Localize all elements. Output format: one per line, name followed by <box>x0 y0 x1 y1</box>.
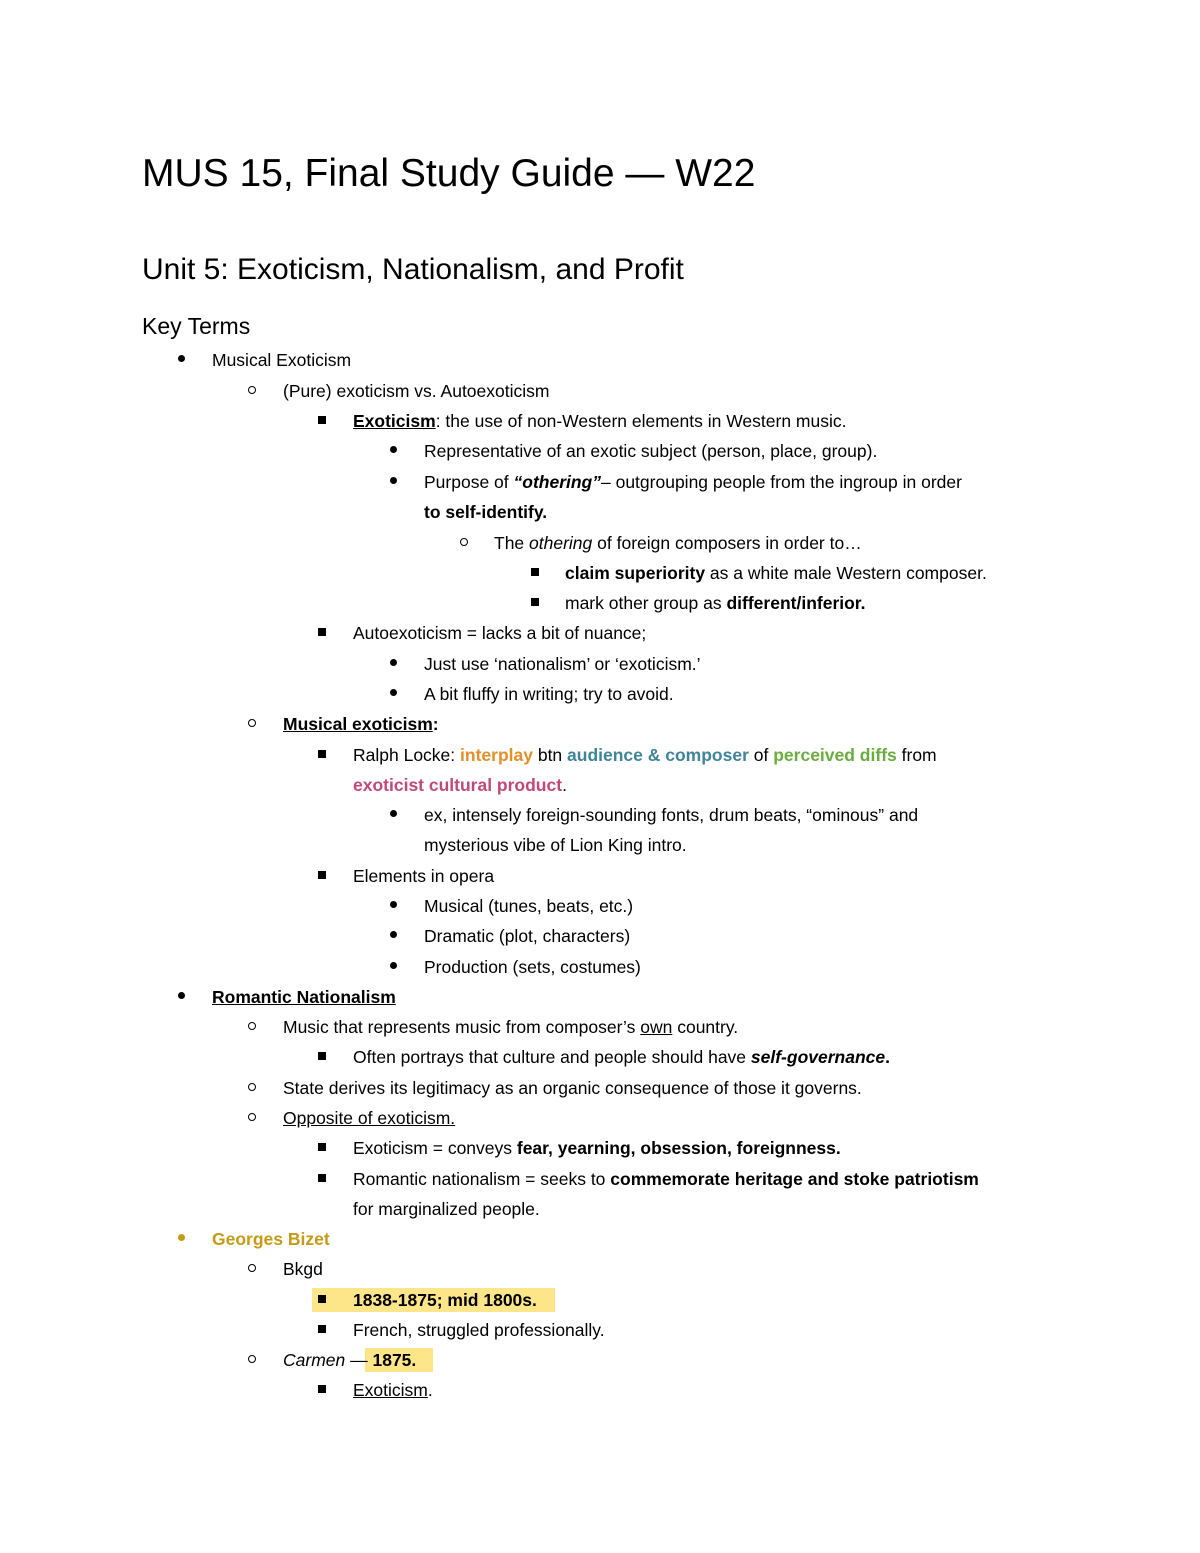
list-item: State derives its legitimacy as an organic consequence of those it governs. <box>283 1078 862 1098</box>
list-item: Musical Exoticism <box>212 350 352 370</box>
text-run: fear, yearning, obsession, foreignness <box>516 1138 836 1158</box>
bullet-disc-icon <box>390 436 397 466</box>
term-musical-exoticism: Musical exoticism <box>283 714 433 734</box>
list-item-continuation <box>353 770 567 800</box>
text-run: exoticist cultural product <box>353 775 563 795</box>
bullet-disc-icon <box>178 345 185 375</box>
list-item: Georges Bizet <box>212 1229 330 1249</box>
list-item <box>353 1133 841 1163</box>
text-run: claim superiority <box>565 563 706 583</box>
text-run: 1875. <box>372 1350 417 1370</box>
text-run: btn <box>532 745 568 765</box>
text-run: from <box>896 745 937 765</box>
bullet-square-icon <box>318 406 326 436</box>
bullet-square-icon <box>318 1375 326 1405</box>
text-run: The <box>494 533 530 553</box>
bullet-circle-icon <box>248 1345 256 1375</box>
list-item: Production (sets, costumes) <box>424 957 641 977</box>
text-run: . <box>562 775 567 795</box>
text-run: Purpose of <box>424 472 514 492</box>
bullet-circle-icon <box>460 528 468 558</box>
list-item <box>565 558 987 588</box>
list-item: Autoexoticism = lacks a bit of nuance; <box>353 623 647 643</box>
text-run: country. <box>672 1017 739 1037</box>
list-item <box>494 528 862 558</box>
text-run: — <box>345 1350 373 1370</box>
bullet-square-icon <box>318 1133 326 1163</box>
term-othering: “othering” <box>513 472 601 492</box>
bullet-circle-icon <box>248 1012 256 1042</box>
text-run: Exoticism <box>353 1380 428 1400</box>
list-item-continuation: mysterious vibe of Lion King intro. <box>424 835 687 855</box>
text-run: commemorate heritage and stoke patriotism <box>610 1169 979 1189</box>
list-item <box>283 709 439 739</box>
text-run: . <box>427 1380 433 1400</box>
text-run: interplay <box>460 745 533 765</box>
list-item: Musical (tunes, beats, etc.) <box>424 896 634 916</box>
list-item: Dramatic (plot, characters) <box>424 926 631 946</box>
list-item-continuation: to self-identify. <box>424 502 548 522</box>
list-item: French, struggled professionally. <box>353 1320 605 1340</box>
text-run: Often portrays that culture and people should have <box>353 1047 751 1067</box>
text-run: . <box>835 1138 841 1158</box>
text-run: perceived diffs <box>773 745 897 765</box>
text-run: own <box>640 1017 673 1037</box>
text-run: self-governance <box>750 1047 886 1067</box>
text-run: : <box>432 714 439 734</box>
list-item: Representative of an exotic subject (person, place, group). <box>424 441 878 461</box>
text-run: different/inferior. <box>726 593 866 613</box>
exoticism-definition: : the use of non-Western elements in Western music. <box>435 411 847 431</box>
text-run: – outgrouping people from the ingroup in order <box>601 472 962 492</box>
bullet-circle-icon <box>248 1073 256 1103</box>
bullet-disc-icon <box>390 952 397 982</box>
text-run: Romantic nationalism = seeks to <box>353 1169 611 1189</box>
list-item: ex, intensely foreign-sounding fonts, drum beats, “ominous” and <box>424 805 919 825</box>
key-terms-heading: Key Terms <box>142 313 251 339</box>
text-run: mark other group as <box>565 593 727 613</box>
bullet-disc-icon <box>178 1224 185 1254</box>
bullet-circle-icon <box>248 376 256 406</box>
bullet-circle-icon <box>248 1103 256 1133</box>
list-item: Bkgd <box>283 1259 323 1279</box>
text-run: . <box>885 1047 890 1067</box>
bullet-square-icon <box>531 588 539 618</box>
list-item <box>283 1012 738 1042</box>
list-item <box>353 740 937 770</box>
list-item: Just use ‘nationalism’ or ‘exoticism.’ <box>424 654 701 674</box>
bullet-square-icon <box>318 1042 326 1072</box>
text-run: audience & composer <box>567 745 749 765</box>
list-item: A bit fluffy in writing; try to avoid. <box>424 684 674 704</box>
bullet-square-icon <box>318 618 326 648</box>
list-item <box>424 467 962 497</box>
term-exoticism: Exoticism <box>353 411 436 431</box>
text-run: Ralph Locke: <box>353 745 461 765</box>
text-run: Carmen <box>283 1350 346 1370</box>
bullet-square-icon <box>531 558 539 588</box>
bullet-disc-icon <box>390 800 397 830</box>
term-othering: othering <box>529 533 593 553</box>
bullet-square-icon <box>318 1285 326 1315</box>
list-item: 1838-1875; mid 1800s. <box>353 1290 537 1310</box>
list-item: Elements in opera <box>353 866 495 886</box>
list-item <box>353 1042 890 1072</box>
text-run: Music that represents music from composer’s <box>283 1017 641 1037</box>
text-run: Exoticism = conveys <box>353 1138 517 1158</box>
list-item <box>283 1345 416 1375</box>
bullet-square-icon <box>318 1315 326 1345</box>
page-title: MUS 15, Final Study Guide — W22 <box>142 152 756 195</box>
text-run: of foreign composers in order to… <box>592 533 862 553</box>
unit-heading: Unit 5: Exoticism, Nationalism, and Profit <box>142 253 684 286</box>
bullet-disc-icon <box>390 891 397 921</box>
list-item <box>353 406 846 436</box>
list-item: (Pure) exoticism vs. Autoexoticism <box>283 381 550 401</box>
bullet-disc-icon <box>390 467 397 497</box>
list-item <box>353 1375 433 1405</box>
list-item: Opposite of exoticism. <box>283 1108 456 1128</box>
text-run: as a white male Western composer. <box>705 563 987 583</box>
bullet-circle-icon <box>248 709 256 739</box>
list-item <box>353 1164 979 1194</box>
bullet-square-icon <box>318 861 326 891</box>
text-run: of <box>748 745 774 765</box>
bullet-disc-icon <box>390 649 397 679</box>
bullet-disc-icon <box>390 679 397 709</box>
bullet-square-icon <box>318 740 326 770</box>
bullet-circle-icon <box>248 1254 256 1284</box>
list-item <box>565 588 866 618</box>
list-item: Romantic Nationalism <box>212 987 396 1007</box>
bullet-disc-icon <box>390 921 397 951</box>
bullet-disc-icon <box>178 982 185 1012</box>
list-item-continuation: for marginalized people. <box>353 1199 540 1219</box>
bullet-square-icon <box>318 1164 326 1194</box>
